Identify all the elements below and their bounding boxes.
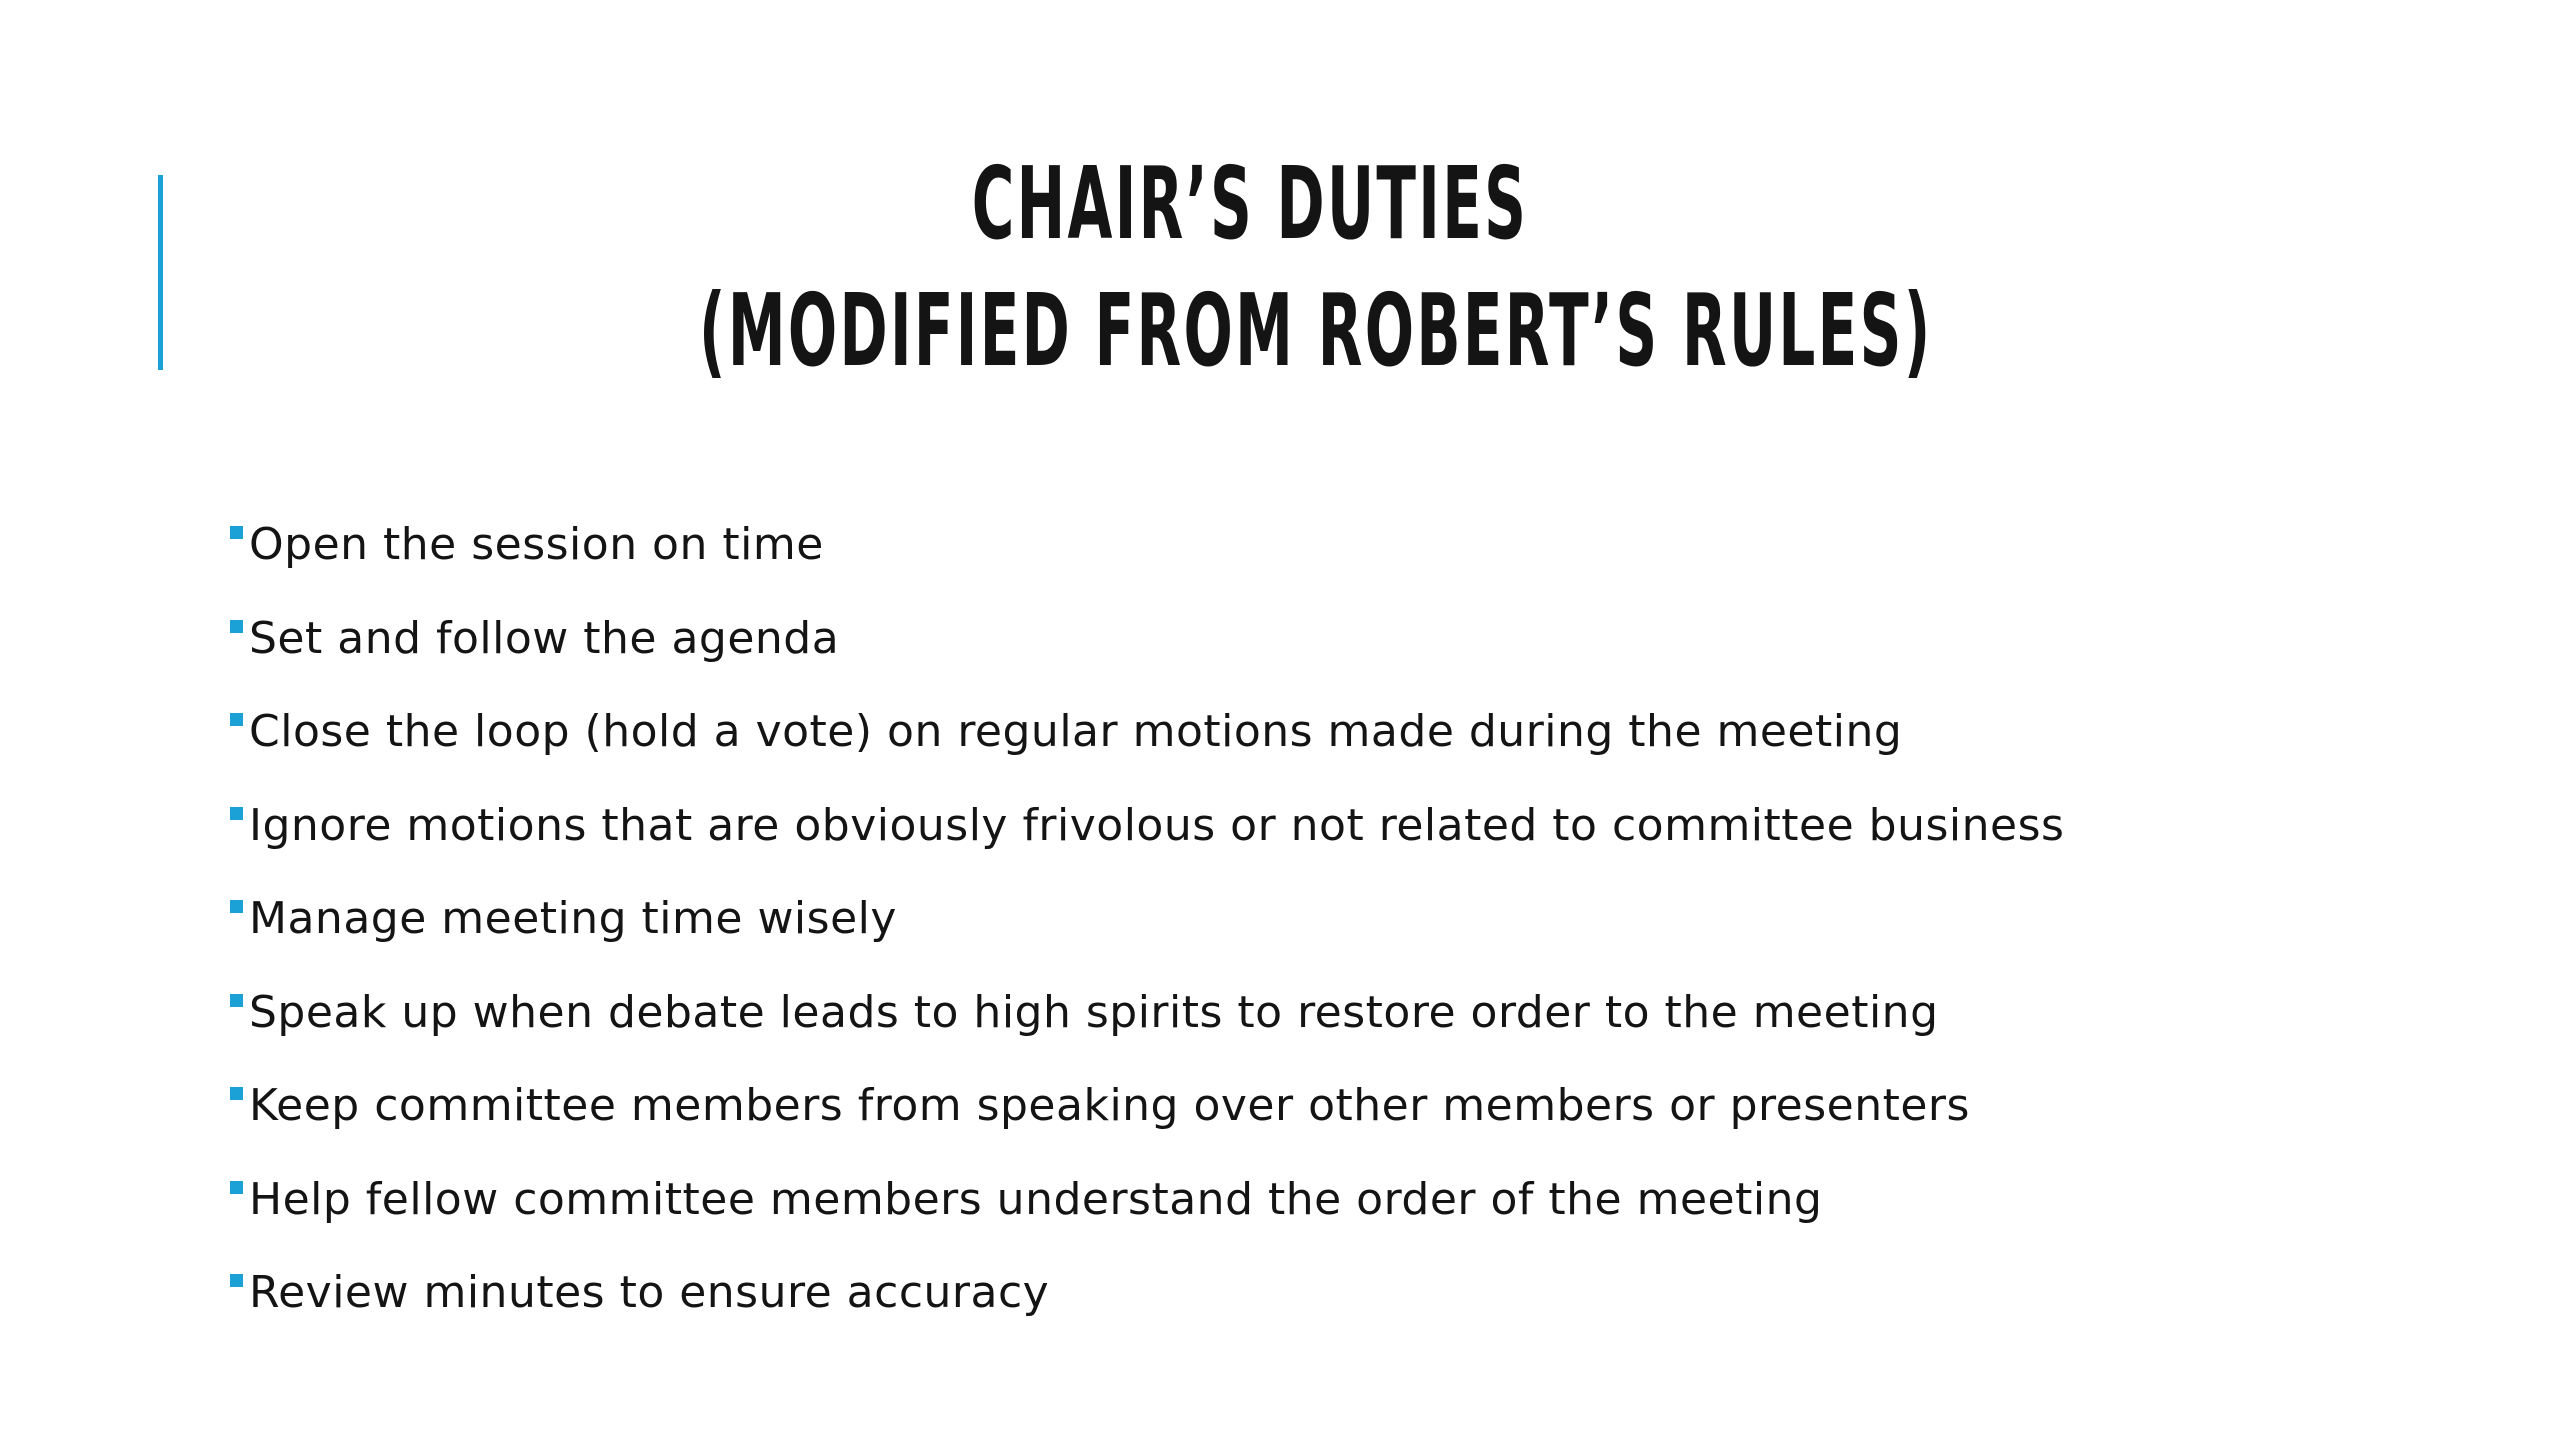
title-accent-bar bbox=[158, 175, 163, 370]
square-bullet-icon bbox=[230, 807, 243, 820]
square-bullet-icon bbox=[230, 1274, 243, 1287]
square-bullet-icon bbox=[230, 526, 243, 539]
bullet-text: Set and follow the agenda bbox=[249, 612, 840, 664]
bullet-item bbox=[230, 1153, 2380, 1247]
bullet-text: Speak up when debate leads to high spirits to restore order to the meeting bbox=[249, 986, 1939, 1038]
bullet-item bbox=[230, 592, 2380, 686]
slide-title bbox=[699, 140, 1933, 394]
bullet-text: Help fellow committee members understand the order of the meeting bbox=[249, 1173, 1823, 1225]
title-line-1: CHAIR’S DUTIES bbox=[971, 145, 1529, 262]
bullet-item bbox=[230, 872, 2380, 966]
bullet-text: Manage meeting time wisely bbox=[249, 893, 897, 945]
square-bullet-icon bbox=[230, 1181, 243, 1194]
square-bullet-icon bbox=[230, 1087, 243, 1100]
bullet-list bbox=[230, 498, 2380, 1340]
square-bullet-icon bbox=[230, 620, 243, 633]
bullet-text: Review minutes to ensure accuracy bbox=[249, 1267, 1050, 1319]
title-line-2: (MODIFIED FROM ROBERT’S RULES) bbox=[699, 272, 1933, 389]
bullet-item bbox=[230, 779, 2380, 873]
bullet-text: Open the session on time bbox=[249, 519, 824, 571]
square-bullet-icon bbox=[230, 994, 243, 1007]
square-bullet-icon bbox=[230, 713, 243, 726]
bullet-item bbox=[230, 1059, 2380, 1153]
square-bullet-icon bbox=[230, 900, 243, 913]
bullet-item bbox=[230, 966, 2380, 1060]
bullet-item bbox=[230, 1246, 2380, 1340]
bullet-text: Ignore motions that are obviously frivolous or not related to committee business bbox=[249, 799, 2065, 851]
bullet-text: Keep committee members from speaking over other members or presenters bbox=[249, 1080, 1970, 1132]
bullet-item bbox=[230, 685, 2380, 779]
bullet-item bbox=[230, 498, 2380, 592]
bullet-text: Close the loop (hold a vote) on regular motions made during the meeting bbox=[249, 706, 1903, 758]
